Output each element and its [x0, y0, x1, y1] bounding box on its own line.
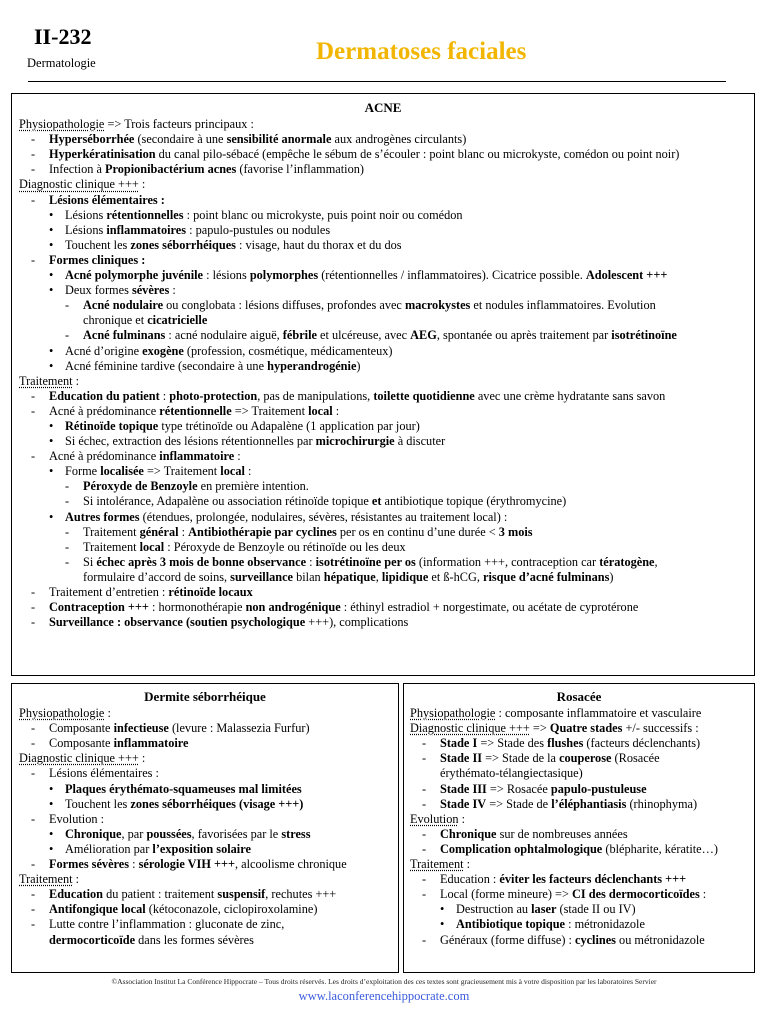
- list-item: • Destruction au laser (stade II ou IV): [440, 902, 636, 917]
- list-item: - Stade II => Stade de la couperose (Rosacée: [422, 751, 660, 766]
- header-divider: [28, 81, 726, 82]
- section-heading: Diagnostic clinique +++ :: [19, 751, 146, 766]
- dermite-content: [19, 706, 391, 948]
- subject-label: Dermatologie: [27, 56, 96, 70]
- list-item: • Amélioration par l’exposition solaire: [49, 841, 251, 856]
- dash-icon: -: [31, 736, 36, 751]
- list-item: - Généraux (forme diffuse) : cyclines ou métronidazole: [422, 932, 705, 947]
- acne-content: [19, 117, 747, 630]
- dash-icon: -: [65, 479, 70, 494]
- list-item: - Acné à prédominance inflammatoire :: [31, 449, 241, 464]
- dash-icon: -: [65, 539, 70, 554]
- dermite-title: Dermite séborrhéique: [144, 689, 266, 704]
- dash-icon: -: [65, 554, 70, 569]
- dash-icon: -: [31, 811, 36, 826]
- list-item: - Complication ophtalmologique (blépharite, kératite…): [422, 841, 719, 856]
- dash-icon: -: [422, 826, 427, 841]
- list-item: - Formes cliniques :: [31, 252, 146, 267]
- list-item: • Touchent les zones séborrhéiques : visage, haut du thorax et du dos: [49, 237, 402, 252]
- item-code: II-232: [34, 24, 92, 49]
- dash-icon: -: [31, 585, 36, 599]
- list-item: - Composante infectieuse (levure : Malassezia Furfur): [31, 721, 310, 736]
- list-item: • Rétinoïde topique type trétinoïde ou Adapalène (1 application par jour): [49, 418, 420, 433]
- section-heading: Diagnostic clinique +++ => Quatre stades +/- successifs :: [410, 721, 699, 736]
- rosacee-title: Rosacée: [556, 689, 602, 704]
- dash-icon: -: [31, 403, 36, 418]
- dash-icon: -: [31, 162, 36, 177]
- list-item: - Acné à prédominance rétentionnelle => Traitement local :: [31, 403, 340, 418]
- section-heading: Physiopathologie : composante inflammatoire et vasculaire: [410, 706, 702, 721]
- bullet-icon: •: [49, 418, 54, 433]
- bullet-icon: •: [49, 222, 54, 237]
- list-item: • Si échec, extraction des lésions rétentionnelles par microchirurgie à discuter: [49, 434, 446, 449]
- dash-icon: -: [65, 298, 70, 313]
- dash-icon: -: [31, 902, 36, 917]
- section-heading: Traitement :: [410, 857, 471, 872]
- dash-icon: -: [422, 841, 427, 856]
- list-item: - Lutte contre l’inflammation : gluconate de zinc,: [31, 917, 285, 932]
- list-item: - Hyperséborrhée (secondaire à une sensibilité anormale aux androgènes circulants): [31, 132, 467, 147]
- section-heading: Traitement :: [19, 373, 80, 388]
- acne-title: ACNE: [364, 100, 402, 115]
- list-item: - Acné nodulaire ou conglobata : lésions diffuses, profondes avec macrokystes et nodules inflammatoires. Evolution: [65, 298, 656, 313]
- dash-icon: -: [65, 328, 70, 343]
- list-item: • Acné d’origine exogène (profession, cosmétique, médicamenteux): [49, 343, 393, 358]
- bullet-icon: •: [49, 283, 54, 298]
- dash-icon: -: [422, 872, 427, 887]
- bullet-icon: •: [49, 358, 54, 373]
- bullet-icon: •: [49, 796, 54, 811]
- copyright-notice: ©Association Institut La Conférence Hippocrate – Tous droits réservés. Les droits d’exploitation des ces textes sont gracieusement mis à votre disposition par les laboratoires Servier: [111, 977, 657, 986]
- list-item: • Antibiotique topique : métronidazole: [440, 917, 645, 932]
- rosacee-section: [403, 683, 755, 973]
- dermite-section: [11, 683, 399, 973]
- list-item: - Evolution :: [31, 811, 104, 826]
- dash-icon: -: [31, 449, 36, 464]
- bullet-icon: •: [49, 237, 54, 252]
- list-item: dermocorticoïde dans les formes sévères: [49, 932, 254, 947]
- bullet-icon: •: [49, 268, 54, 283]
- section-heading: Evolution :: [410, 811, 466, 826]
- list-item: - Acné fulminans : acné nodulaire aiguë, fébrile et ulcéreuse, avec AEG, spontanée ou après traitement par isotrétinoïne: [65, 328, 677, 343]
- dash-icon: -: [422, 887, 427, 902]
- dash-icon: -: [65, 494, 70, 509]
- bullet-icon: •: [440, 902, 445, 917]
- list-item: - Education du patient : traitement suspensif, rechutes +++: [31, 887, 337, 902]
- list-item: - Education du patient : photo-protection, pas de manipulations, toilette quotidienne avec une crème hydratante sans savon: [31, 388, 666, 403]
- rosacee-content: [410, 706, 748, 948]
- list-item: - Lésions élémentaires :: [31, 766, 159, 781]
- bullet-icon: •: [49, 434, 54, 449]
- dash-icon: -: [422, 796, 427, 811]
- bullet-icon: •: [49, 464, 54, 479]
- list-item: - Contraception +++ : hormonothérapie non androgénique : éthinyl estradiol + norgestimate, ou acétate de cyprotérone: [31, 600, 639, 615]
- dash-icon: -: [422, 781, 427, 796]
- list-item: - Formes sévères : sérologie VIH +++, alcoolisme chronique: [31, 857, 347, 872]
- list-item: chronique et cicatricielle: [83, 313, 208, 328]
- list-item: - Si échec après 3 mois de bonne observance : isotrétinoïne per os (information +++, contraception car tératogène,: [65, 554, 658, 569]
- list-item: - Stade IV => Stade de l’éléphantiasis (rhinophyma): [422, 796, 698, 811]
- section-heading: Traitement :: [19, 872, 80, 887]
- bullet-icon: •: [49, 781, 54, 796]
- section-heading: Physiopathologie => Trois facteurs principaux :: [19, 117, 254, 132]
- list-item: • Plaques érythémato-squameuses mal limitées: [49, 781, 302, 796]
- list-item: - Composante inflammatoire: [31, 736, 189, 751]
- list-item: • Forme localisée => Traitement local :: [49, 464, 252, 479]
- list-item: • Lésions rétentionnelles : point blanc ou microkyste, puis point noir ou comédon: [49, 207, 463, 222]
- list-item: - Traitement local : Péroxyde de Benzoyle ou rétinoïde ou les deux: [65, 539, 406, 554]
- list-item: • Acné féminine tardive (secondaire à une hyperandrogénie): [49, 358, 361, 373]
- dash-icon: -: [422, 736, 427, 751]
- list-item: • Acné polymorphe juvénile : lésions polymorphes (rétentionnelles / inflammatoires). Cicatrice possible. Adolescent +++: [49, 268, 668, 283]
- list-item: - Education : éviter les facteurs déclenchants +++: [422, 872, 687, 887]
- dash-icon: -: [31, 132, 36, 147]
- website-link[interactable]: www.laconferencehippocrate.com: [298, 989, 470, 1003]
- bullet-icon: •: [49, 826, 54, 841]
- dash-icon: -: [65, 524, 70, 539]
- list-item: - Traitement d’entretien : rétinoïde locaux: [31, 585, 253, 599]
- list-item: • Chronique, par poussées, favorisées par le stress: [49, 826, 311, 841]
- dash-icon: -: [31, 388, 36, 403]
- bullet-icon: •: [49, 841, 54, 856]
- dash-icon: -: [31, 615, 36, 630]
- list-item: - Péroxyde de Benzoyle en première intention.: [65, 479, 309, 494]
- dash-icon: -: [31, 252, 36, 267]
- dash-icon: -: [422, 932, 427, 947]
- dash-icon: -: [31, 917, 36, 932]
- dash-icon: -: [31, 147, 36, 162]
- dash-icon: -: [31, 600, 36, 615]
- list-item: - Surveillance : observance (soutien psychologique +++), complications: [31, 615, 409, 630]
- list-item: formulaire d’accord de soins, surveillance bilan hépatique, lipidique et ß-hCG, risque d’acné fulminans): [83, 569, 614, 584]
- list-item: - Lésions élémentaires :: [31, 192, 165, 207]
- list-item: • Deux formes sévères :: [49, 283, 176, 298]
- bullet-icon: •: [440, 917, 445, 932]
- dash-icon: -: [31, 721, 36, 736]
- list-item: - Traitement général : Antibiothérapie par cyclines per os en continu d’une durée < 3 mois: [65, 524, 533, 539]
- list-item: - Stade III => Rosacée papulo-pustuleuse: [422, 781, 647, 796]
- list-item: - Local (forme mineure) => CI des dermocorticoïdes :: [422, 887, 707, 902]
- bullet-icon: •: [49, 509, 54, 524]
- list-item: - Hyperkératinisation du canal pilo-sébacé (empêche le sébum de s’écouler : point blanc ou microkyste, comédon ou point noir): [31, 147, 680, 162]
- list-item: érythémato-télangiectasique): [440, 766, 583, 781]
- section-heading: Physiopathologie :: [19, 706, 111, 721]
- dash-icon: -: [31, 766, 36, 781]
- acne-section: [11, 93, 755, 676]
- bullet-icon: •: [49, 343, 54, 358]
- list-item: • Autres formes (étendues, prolongée, nodulaires, sévères, résistantes au traitement local) :: [49, 509, 508, 524]
- page-title: Dermatoses faciales: [316, 38, 527, 65]
- list-item: - Chronique sur de nombreuses années: [422, 826, 628, 841]
- section-heading: Diagnostic clinique +++ :: [19, 177, 146, 192]
- dash-icon: -: [31, 887, 36, 902]
- list-item: - Infection à Propionibactérium acnes (favorise l’inflammation): [31, 162, 364, 177]
- dash-icon: -: [31, 192, 36, 207]
- dash-icon: -: [422, 751, 427, 766]
- list-item: • Lésions inflammatoires : papulo-pustules ou nodules: [49, 222, 331, 237]
- list-item: - Stade I => Stade des flushes (facteurs déclenchants): [422, 736, 701, 751]
- list-item: - Antifongique local (kétoconazole, ciclopiroxolamine): [31, 902, 318, 917]
- list-item: • Touchent les zones séborrhéiques (visage +++): [49, 796, 304, 811]
- bullet-icon: •: [49, 207, 54, 222]
- list-item: - Si intolérance, Adapalène ou association rétinoïde topique et antibiotique topique (érythromycine): [65, 494, 567, 509]
- dash-icon: -: [31, 857, 36, 872]
